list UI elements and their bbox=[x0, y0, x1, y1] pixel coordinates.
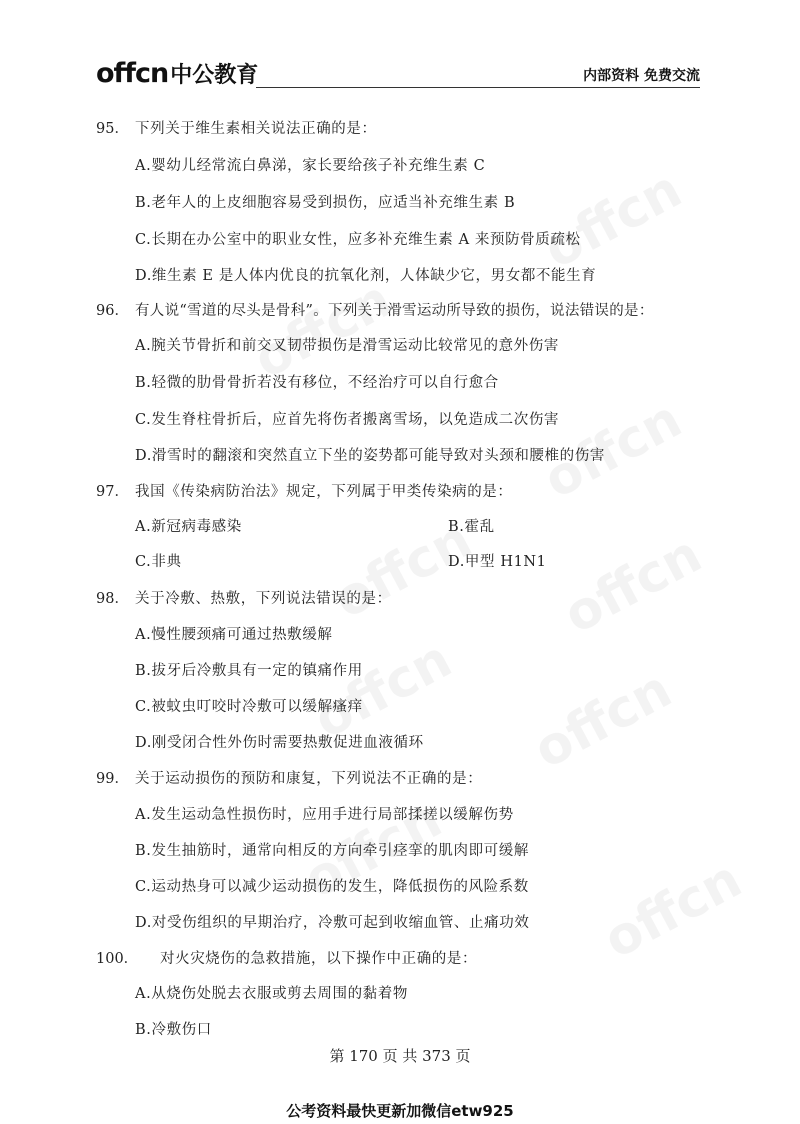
page-header bbox=[96, 58, 700, 88]
option-b: B.拔牙后冷敷具有一定的镇痛作用 bbox=[135, 663, 363, 679]
option-a: A.从烧伤处脱去衣服或剪去周围的黏着物 bbox=[135, 986, 408, 1002]
option-a: A.婴幼儿经常流白鼻涕，家长要给孩子补充维生素 C bbox=[135, 158, 486, 174]
question-stem: 下列关于维生素相关说法正确的是： bbox=[135, 121, 377, 137]
option-a: A.慢性腰颈痛可通过热敷缓解 bbox=[135, 627, 333, 643]
question-number: 95． bbox=[96, 121, 129, 137]
option-b: B.发生抽筋时，通常向相反的方向牵引痉挛的肌肉即可缓解 bbox=[135, 843, 529, 859]
question-number: 96． bbox=[96, 303, 129, 319]
question-stem: 对火灾烧伤的急救措施，以下操作中正确的是： bbox=[160, 951, 478, 967]
question-number: 97． bbox=[96, 484, 129, 500]
option-c: C.非典 bbox=[135, 554, 182, 570]
option-d: D.甲型 H1N1 bbox=[448, 554, 547, 570]
option-b: B.霍乱 bbox=[448, 519, 495, 535]
watermark bbox=[534, 159, 691, 280]
option-a: A.腕关节骨折和前交叉韧带损伤是滑雪运动比较常见的意外伤害 bbox=[135, 338, 559, 354]
logo-text-cn: 中公教育 bbox=[170, 63, 259, 88]
question-stem: 关于冷敷、热敷，下列说法错误的是： bbox=[135, 591, 392, 607]
option-c: C.发生脊柱骨折后，应首先将伤者搬离雪场，以免造成二次伤害 bbox=[135, 412, 560, 428]
option-d: D.刚受闭合性外伤时需要热敷促进血液循环 bbox=[135, 735, 424, 751]
question-stem: 关于运动损伤的预防和康复，下列说法不正确的是： bbox=[135, 771, 483, 787]
question-number: 99． bbox=[96, 771, 129, 787]
option-d: D.滑雪时的翻滚和突然直立下坐的姿势都可能导致对头颈和腰椎的伤害 bbox=[135, 448, 605, 464]
option-c: C.被蚊虫叮咬时冷敷可以缓解瘙痒 bbox=[135, 699, 363, 715]
option-a: A.发生运动急性损伤时，应用手进行局部揉搓以缓解伤势 bbox=[135, 807, 514, 823]
offcn-logo bbox=[96, 58, 258, 88]
option-d: D.对受伤组织的早期治疗，冷敷可起到收缩血管、止痛功效 bbox=[135, 915, 530, 931]
logo-text-en: offcn bbox=[96, 58, 169, 89]
header-rule bbox=[256, 87, 700, 88]
watermark bbox=[594, 849, 751, 970]
question-stem: 有人说“雪道的尽头是骨科”。下列关于滑雪运动所导致的损伤，说法错误的是： bbox=[135, 303, 654, 319]
option-b: B.老年人的上皮细胞容易受到损伤，应适当补充维生素 B bbox=[135, 195, 516, 211]
question-number: 100． bbox=[96, 951, 139, 967]
bottom-note: 公考资料最快更新加微信etw925 bbox=[286, 1102, 514, 1120]
watermark bbox=[524, 659, 681, 780]
question-stem: 我国《传染病防治法》规定，下列属于甲类传染病的是： bbox=[135, 484, 513, 500]
option-b: B.轻微的肋骨骨折若没有移位，不经治疗可以自行愈合 bbox=[135, 375, 499, 391]
header-note: 内部资料 免费交流 bbox=[583, 68, 700, 84]
option-b: B.冷敷伤口 bbox=[135, 1022, 212, 1038]
page-number: 第 170 页 共 373 页 bbox=[329, 1047, 471, 1065]
option-c: C.运动热身可以减少运动损伤的发生，降低损伤的风险系数 bbox=[135, 879, 529, 895]
watermark bbox=[554, 524, 711, 645]
question-number: 98． bbox=[96, 591, 129, 607]
option-c: C.长期在办公室中的职业女性，应多补充维生素 A 来预防骨质疏松 bbox=[135, 232, 581, 248]
option-a: A.新冠病毒感染 bbox=[135, 519, 242, 535]
option-d: D.维生素 E 是人体内优良的抗氧化剂，人体缺少它，男女都不能生育 bbox=[135, 268, 597, 284]
